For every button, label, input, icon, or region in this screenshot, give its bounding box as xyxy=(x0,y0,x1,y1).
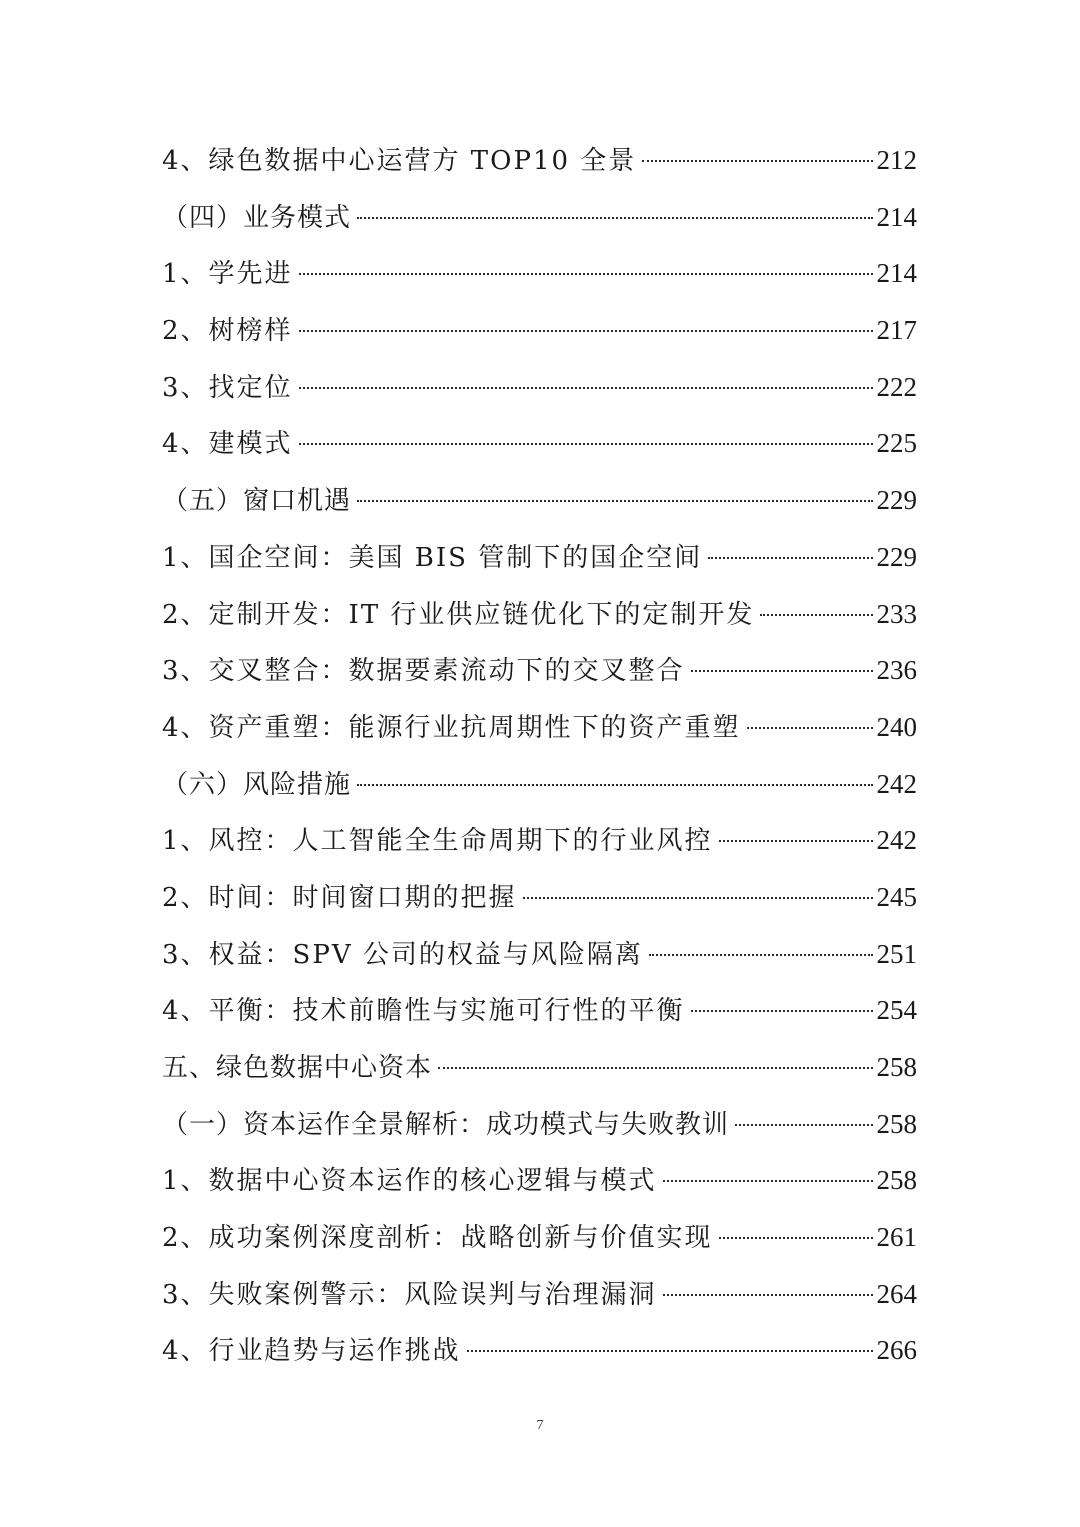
toc-entry[interactable] xyxy=(162,926,917,983)
table-of-contents xyxy=(162,132,917,1379)
toc-entry-title: 1、风控：人工智能全生命周期下的行业风控 xyxy=(162,826,713,857)
dot-leader xyxy=(357,500,872,502)
dot-leader xyxy=(299,387,873,389)
toc-entry[interactable] xyxy=(162,699,917,756)
toc-entry-page: 240 xyxy=(876,711,917,742)
toc-entry-title: 3、找定位 xyxy=(162,372,293,403)
toc-entry-title: 2、成功案例深度剖析：战略创新与价值实现 xyxy=(162,1223,713,1254)
toc-entry[interactable] xyxy=(162,756,917,813)
dot-leader xyxy=(357,784,872,786)
dot-leader xyxy=(760,614,872,616)
dot-leader xyxy=(438,1067,872,1069)
toc-entry-title: 4、建模式 xyxy=(162,429,293,460)
toc-entry[interactable] xyxy=(162,415,917,472)
dot-leader xyxy=(649,954,873,956)
dot-leader xyxy=(523,897,873,899)
toc-entry-title: 4、平衡：技术前瞻性与实施可行性的平衡 xyxy=(162,996,685,1027)
toc-entry[interactable] xyxy=(162,132,917,189)
toc-entry-title: 1、国企空间：美国 BIS 管制下的国企空间 xyxy=(162,542,703,573)
toc-entry-page: 242 xyxy=(876,768,917,799)
toc-entry-title: 2、定制开发：IT 行业供应链优化下的定制开发 xyxy=(162,599,755,630)
toc-entry-page: 212 xyxy=(876,145,917,175)
toc-entry[interactable] xyxy=(162,869,917,926)
dot-leader xyxy=(747,727,873,729)
toc-entry-page: 245 xyxy=(876,881,917,912)
toc-entry-title: 4、行业趋势与运作挑战 xyxy=(162,1336,461,1367)
toc-entry[interactable] xyxy=(162,1096,917,1153)
toc-entry-title: （五）窗口机遇 xyxy=(162,486,352,517)
toc-entry[interactable] xyxy=(162,472,917,529)
toc-entry-page: 258 xyxy=(876,1108,917,1139)
dot-leader xyxy=(299,273,873,275)
toc-entry[interactable] xyxy=(162,1266,917,1323)
toc-entry-page: 229 xyxy=(876,485,917,516)
toc-entry-page: 258 xyxy=(876,1165,917,1196)
dot-leader xyxy=(663,1180,873,1182)
toc-entry-title: 3、交叉整合：数据要素流动下的交叉整合 xyxy=(162,656,685,687)
dot-leader xyxy=(357,217,872,219)
dot-leader xyxy=(708,557,872,559)
dot-leader xyxy=(719,1237,873,1239)
toc-entry-page: 229 xyxy=(876,541,917,572)
toc-entry[interactable] xyxy=(162,642,917,699)
toc-entry-title: 1、数据中心资本运作的核心逻辑与模式 xyxy=(162,1166,657,1197)
toc-entry-title: 五、绿色数据中心资本 xyxy=(162,1053,433,1083)
toc-entry-page: 261 xyxy=(876,1222,917,1253)
dot-leader xyxy=(467,1350,873,1352)
toc-entry-page: 233 xyxy=(876,598,917,629)
dot-leader xyxy=(642,160,872,162)
toc-entry-page: 242 xyxy=(876,825,917,856)
toc-entry[interactable] xyxy=(162,245,917,302)
toc-entry[interactable] xyxy=(162,529,917,586)
toc-entry-page: 217 xyxy=(876,315,917,346)
dot-leader xyxy=(691,670,873,672)
toc-entry-page: 254 xyxy=(876,995,917,1026)
toc-entry-page: 251 xyxy=(876,938,917,969)
toc-entry-page: 264 xyxy=(876,1278,917,1309)
toc-entry-title: 3、权益：SPV 公司的权益与风险隔离 xyxy=(162,939,643,970)
toc-entry-page: 225 xyxy=(876,428,917,459)
toc-entry-page: 258 xyxy=(876,1052,917,1082)
toc-entry-title: 2、树榜样 xyxy=(162,316,293,347)
toc-entry[interactable] xyxy=(162,189,917,246)
toc-entry-title: （四）业务模式 xyxy=(162,202,352,233)
toc-entry-title: （一）资本运作全景解析：成功模式与失败教训 xyxy=(162,1109,730,1140)
toc-entry[interactable] xyxy=(162,1152,917,1209)
toc-entry-page: 214 xyxy=(876,201,917,232)
dot-leader xyxy=(299,443,873,445)
dot-leader xyxy=(299,330,873,332)
toc-entry-title: 2、时间：时间窗口期的把握 xyxy=(162,882,517,913)
toc-entry[interactable] xyxy=(162,359,917,416)
toc-entry[interactable] xyxy=(162,1039,917,1096)
toc-entry-title: 4、资产重塑：能源行业抗周期性下的资产重塑 xyxy=(162,712,741,743)
dot-leader xyxy=(691,1010,873,1012)
toc-entry-page: 214 xyxy=(876,258,917,289)
dot-leader xyxy=(735,1124,872,1126)
toc-entry[interactable] xyxy=(162,586,917,643)
toc-entry-page: 266 xyxy=(876,1335,917,1366)
page-number: 7 xyxy=(536,1418,544,1433)
toc-entry-page: 222 xyxy=(876,371,917,402)
toc-entry-title: 3、失败案例警示：风险误判与治理漏洞 xyxy=(162,1279,657,1310)
toc-entry[interactable] xyxy=(162,302,917,359)
dot-leader xyxy=(719,840,873,842)
toc-entry-title: 1、学先进 xyxy=(162,259,293,290)
toc-entry[interactable] xyxy=(162,982,917,1039)
toc-entry-title: （六）风险措施 xyxy=(162,769,352,800)
toc-entry[interactable] xyxy=(162,1322,917,1379)
toc-entry-title: 4、绿色数据中心运营方 TOP10 全景 xyxy=(162,146,637,176)
toc-entry-page: 236 xyxy=(876,655,917,686)
toc-entry[interactable] xyxy=(162,1209,917,1266)
toc-entry[interactable] xyxy=(162,812,917,869)
dot-leader xyxy=(663,1294,873,1296)
